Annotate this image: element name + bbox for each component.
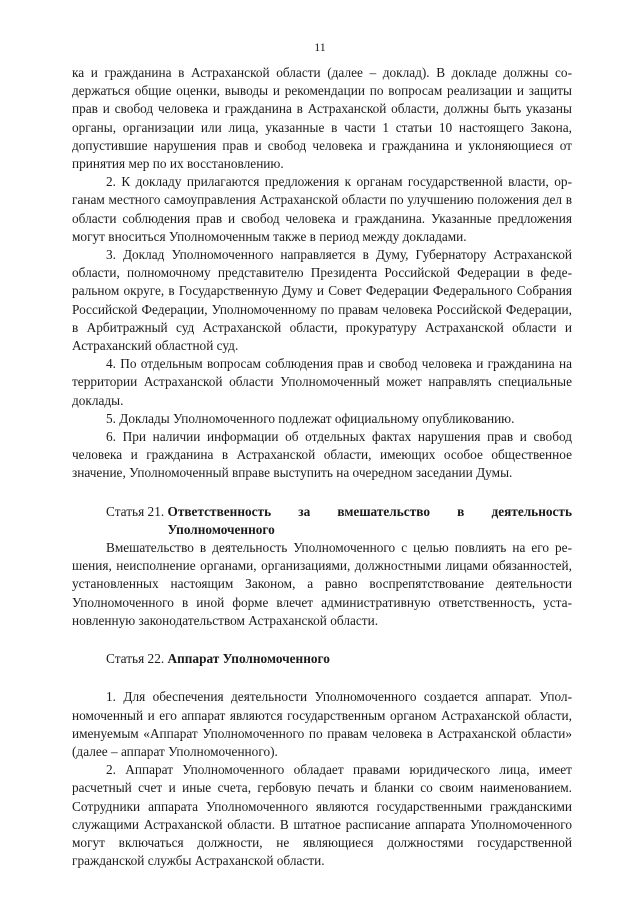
article-22-body bbox=[72, 688, 572, 870]
article-21-title-line1: Ответственность за вмешательство в деятельность bbox=[167, 503, 572, 519]
page-number: 11 bbox=[314, 40, 326, 54]
article-22-number: Статья 22. bbox=[106, 651, 168, 667]
paragraph-4: 4. По отдельным вопросам соблюдения прав и свобод человека и гражданина на территории Астраханской области Уполномоченный может направлять специальные доклады. bbox=[72, 356, 572, 408]
article-22-paragraph-2: 2. Аппарат Уполномоченного обладает правами юридического лица, имеет расчетный счет и иные счета, гербовую печать и бланки со своим наименованием. Сотрудники аппарата Уполномоченного являются государственными гражданскими служащими Астраханской области. В штатное расписание аппарата Уполномоченного могут включаться должности, не являющиеся должностями государственной гражданской службы Астраханской области. bbox=[72, 762, 572, 869]
paragraph-continued: ка и гражданина в Астраханской области (далее – доклад). В докладе должны содержаться общие оценки, выводы и рекомендации по вопросам реализации и защиты прав и свобод человека и гражданина в Астраханской области, должны быть указаны органы, организации или лица, указанные в части 1 статьи 10 настоящего Закона, допустившие нарушения прав и свобод человека и гражданина и уклоняющиеся от принятия мер по их восстановлению. bbox=[72, 65, 572, 172]
article-21-body: Вмешательство в деятельность Уполномоченного с целью повлиять на его решения, неисполнение органами, организациями, должностными лицами обязанностей, установленных настоящим Законом, а равно воспрепятствование деятельности Уполномоченного в иной форме влечет административную ответственность, установленную законодательством Астраханской области. bbox=[72, 540, 572, 628]
article-21-heading bbox=[72, 503, 572, 539]
article-21-number: Статья 21. bbox=[106, 503, 168, 519]
document-body bbox=[72, 64, 572, 870]
paragraph-5: 5. Доклады Уполномоченного подлежат официальному опубликованию. bbox=[106, 410, 515, 426]
article-21-title-line2: Уполномоченного bbox=[167, 521, 275, 537]
article-22-title: Аппарат Уполномоченного bbox=[167, 651, 330, 667]
article-22-heading bbox=[72, 650, 572, 668]
paragraph-2: 2. К докладу прилагаются предложения к органам государственной власти, органам местного самоуправления Астраханской области по улучшению положения дел в области соблюдения прав и свобод человека и гражданина. Указанные предложения могут вноситься Уполномоченным также в период между докладами. bbox=[72, 174, 572, 244]
paragraph-3: 3. Доклад Уполномоченного направляется в Думу, Губернатору Астраханской области, полномочному представителю Президента Российской Федерации в федеральном округе, в Государственную Думу и Совет Федерации Федерального Собрания Российской Федерации, Уполномоченному по правам человека Российской Федерации, в Арбитражный суд Астраханской области, прокуратуру Астраханской области и Астраханский областной суд. bbox=[72, 247, 572, 354]
article-21-title bbox=[168, 503, 573, 539]
article-22-paragraph-1: 1. Для обеспечения деятельности Уполномоченного создается аппарат. Уполномоченный и его аппарат являются государственным органом Астраханской области, именуемым «Аппарат Уполномоченного по правам человека в Астраханской области» (далее – аппарат Уполномоченного). bbox=[72, 689, 572, 759]
paragraph-6: 6. При наличии информации об отдельных фактах нарушения прав и свобод человека и гражданина в Астраханской области, имеющих особое общественное значение, Уполномоченный вправе выступить на очередном заседании Думы. bbox=[72, 429, 572, 481]
